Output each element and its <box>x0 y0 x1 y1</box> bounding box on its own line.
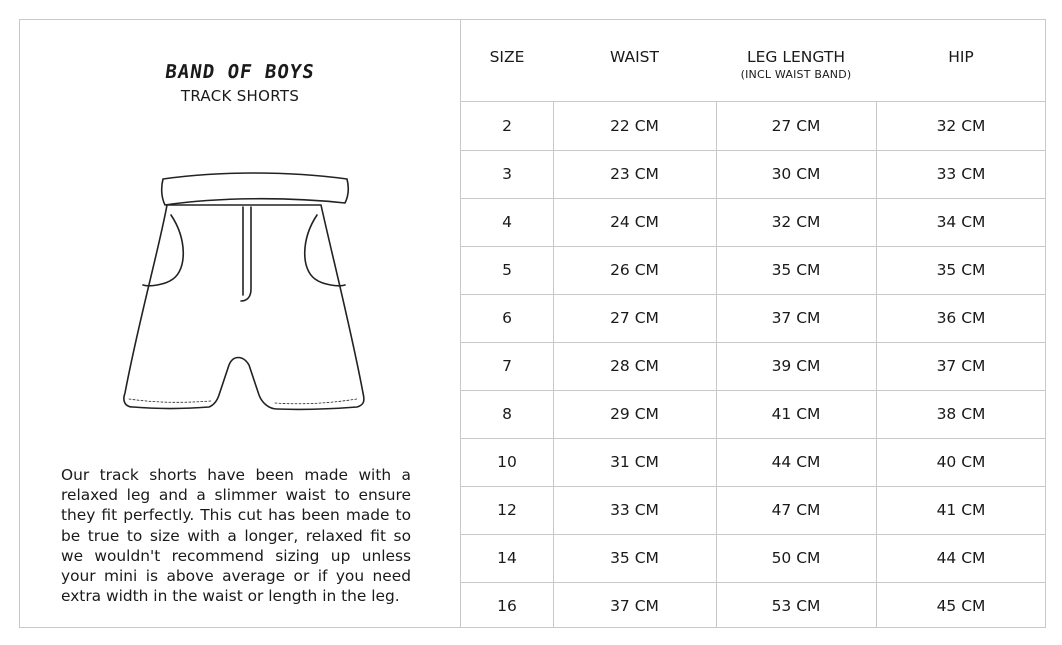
product-panel <box>19 19 461 628</box>
header-leg-length-sub: (INCL WAIST BAND) <box>740 68 852 81</box>
cell-hip: 38 CM <box>936 405 986 423</box>
cell-leg: 35 CM <box>771 261 821 279</box>
size-chart-table <box>461 19 1046 628</box>
cell-hip: 33 CM <box>936 165 986 183</box>
cell-leg: 37 CM <box>771 309 821 327</box>
cell-waist: 31 CM <box>610 453 659 471</box>
cell-leg: 50 CM <box>771 549 821 567</box>
cell-waist: 27 CM <box>610 309 659 327</box>
cell-waist: 26 CM <box>610 261 659 279</box>
cell-leg: 41 CM <box>771 405 821 423</box>
cell-waist: 23 CM <box>610 165 659 183</box>
cell-waist: 28 CM <box>610 357 659 375</box>
table-row <box>461 390 1046 438</box>
cell-size: 14 <box>497 549 517 567</box>
cell-hip: 36 CM <box>936 309 986 327</box>
cell-hip: 41 CM <box>936 501 986 519</box>
cell-leg: 39 CM <box>771 357 821 375</box>
header-size: SIZE <box>489 48 525 66</box>
cell-leg: 44 CM <box>771 453 821 471</box>
cell-size: 7 <box>502 357 512 375</box>
cell-size: 8 <box>502 405 512 423</box>
cell-size: 12 <box>497 501 517 519</box>
cell-waist: 24 CM <box>610 213 659 231</box>
cell-leg: 32 CM <box>771 213 821 231</box>
product-title: TRACK SHORTS <box>180 87 300 105</box>
cell-size: 5 <box>502 261 512 279</box>
header-leg-length <box>716 48 876 81</box>
table-row <box>461 438 1046 486</box>
cell-size: 16 <box>497 597 517 615</box>
product-description: Our track shorts have been made with a relaxed leg and a slimmer waist to ensure they fit perfectly. This cut has been made to be true to size with a longer, relaxed fit so we wouldn't recommend sizing up unless your mini is above average or if you need extra width in the waist or length in the leg. <box>61 466 411 606</box>
cell-size: 3 <box>502 165 512 183</box>
cell-size: 4 <box>502 213 512 231</box>
table-row <box>461 294 1046 342</box>
cell-waist: 22 CM <box>610 117 659 135</box>
table-row <box>461 102 1046 150</box>
brand-logo: BAND OF BOYS <box>163 61 317 83</box>
cell-hip: 34 CM <box>936 213 986 231</box>
cell-hip: 44 CM <box>936 549 986 567</box>
cell-size: 6 <box>502 309 512 327</box>
cell-hip: 35 CM <box>936 261 986 279</box>
table-row <box>461 198 1046 246</box>
cell-waist: 35 CM <box>610 549 659 567</box>
table-row <box>461 342 1046 390</box>
cell-hip: 40 CM <box>936 453 986 471</box>
cell-hip: 45 CM <box>936 597 986 615</box>
cell-leg: 27 CM <box>771 117 821 135</box>
cell-waist: 37 CM <box>610 597 659 615</box>
cell-leg: 53 CM <box>771 597 821 615</box>
cell-size: 10 <box>497 453 517 471</box>
header-leg-length-label: LEG LENGTH <box>747 48 845 66</box>
cell-hip: 37 CM <box>936 357 986 375</box>
header-waist: WAIST <box>610 48 659 66</box>
header-hip: HIP <box>948 48 974 66</box>
cell-size: 2 <box>502 117 512 135</box>
cell-leg: 30 CM <box>771 165 821 183</box>
cell-waist: 33 CM <box>610 501 659 519</box>
table-row <box>461 486 1046 534</box>
shorts-drawing-icon <box>99 169 389 439</box>
cell-waist: 29 CM <box>610 405 659 423</box>
cell-leg: 47 CM <box>771 501 821 519</box>
table-row <box>461 582 1046 630</box>
table-row <box>461 150 1046 198</box>
table-row <box>461 246 1046 294</box>
table-row <box>461 534 1046 582</box>
cell-hip: 32 CM <box>936 117 986 135</box>
